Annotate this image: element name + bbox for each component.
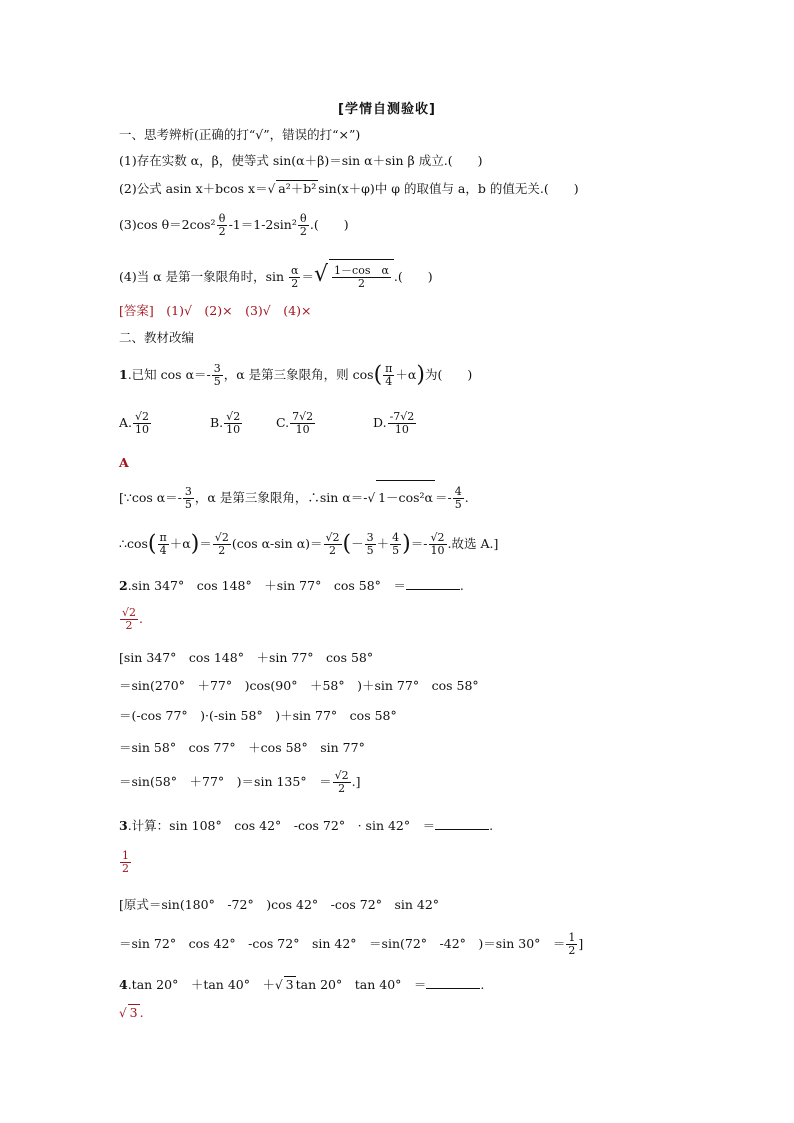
question-2-1: 1.已知 cos α＝- $\frac{3}{5}$ ，α 是第三象限角，则 cos( $\frac{\pi}{4}$ ＋α)为( ) — [119, 362, 473, 388]
option-d: D. $\frac{-7√2}{10}$ — [373, 410, 415, 436]
answer-section-1: [答案] (1)√ (2)× (3)√ (4)× — [119, 303, 312, 318]
question-2-3: 3.计算：sin 108° cos 42° -cos 72° · sin 42° ＝ . — [119, 818, 494, 833]
option-c: C. $\frac{7√2}{10}$ — [276, 410, 314, 436]
page-title: [学情自测验收] — [338, 102, 436, 117]
question-1-2: (2)公式 asin x＋bcos x＝√ a²＋b² sin(x＋φ)中 φ 的取值与 a，b 的值无关.( ) — [119, 181, 579, 196]
solution-2-1-line1: [∵cos α＝- $\frac{3}{5}$ ，α 是第三象限角，∴sin α＝-√ 1－cos²α ＝- $\frac{4}{5}$ . — [119, 480, 469, 515]
solution-2-2-step: ＝(-cos 77° )·(-sin 58° )＋sin 77° cos 58° — [119, 708, 397, 723]
solution-2-2-step: ＝sin(270° ＋77° )cos(90° ＋58° )＋sin 77° cos 58° — [119, 678, 479, 693]
answer-blank — [435, 818, 489, 830]
answer-blank — [426, 977, 480, 989]
solution-2-2-step: ＝sin 58° cos 77° ＋cos 58° sin 77° — [119, 740, 365, 755]
section-heading-1: 一、思考辨析(正确的打“√”，错误的打“×”) — [119, 127, 361, 142]
solution-2-2-last: ＝sin(58° ＋77° )＝sin 135° ＝ $\frac{√2}{2}$ .] — [119, 769, 361, 795]
answer-2-2: $\frac{√2}{2}$ . — [122, 606, 143, 632]
answer-2-1: A — [119, 455, 129, 470]
option-a: A. $\frac{√2}{10}$ — [119, 410, 150, 436]
solution-2-3-line2: ＝sin 72° cos 42° -cos 72° sin 42° ＝sin(72° -42° )＝sin 30° ＝ $\frac{1}{2}$ ] — [119, 931, 584, 957]
answer-2-4: √ 3 . — [119, 1005, 144, 1020]
question-2-4: 4.tan 20° ＋tan 40° ＋√ 3 tan 20° tan 40° ＝ . — [119, 977, 485, 992]
question-1-1: (1)存在实数 α，β，使等式 sin(α＋β)＝sin α＋sin β 成立.( ) — [119, 153, 483, 168]
question-1-4: (4)当 α 是第一象限角时，sin $\frac{\alpha}{2}$ ＝√ $\frac{\text{1－cos α}}{2}$ .( ) — [119, 258, 433, 294]
solution-2-2-step: [sin 347° cos 148° ＋sin 77° cos 58° — [119, 650, 374, 665]
section-heading-2: 二、教材改编 — [119, 330, 195, 345]
solution-2-3-line1: [原式＝sin(180° -72° )cos 42° -cos 72° sin 42° — [119, 897, 440, 912]
solution-2-1-line2: ∴cos( $\frac{\pi}{4}$ ＋α)＝ $\frac{√2}{2}$ (cos α-sin α)＝ $\frac{√2}{2}$ (－ $\frac{3}{5}$ ＋ $\frac{4}{5}$ )＝- $\frac{√2}{10}$ .故选 A.] — [119, 531, 499, 557]
answer-blank — [406, 578, 460, 590]
question-1-3: (3)cos θ＝2cos² $\frac{\theta}{2}$ -1＝1-2sin² $\frac{\theta}{2}$ .( ) — [119, 212, 349, 238]
option-b: B. $\frac{√2}{10}$ — [210, 410, 241, 436]
answer-2-3: $\frac{1}{2}$ — [122, 849, 129, 875]
question-2-2: 2.sin 347° cos 148° ＋sin 77° cos 58° ＝ . — [119, 578, 464, 593]
